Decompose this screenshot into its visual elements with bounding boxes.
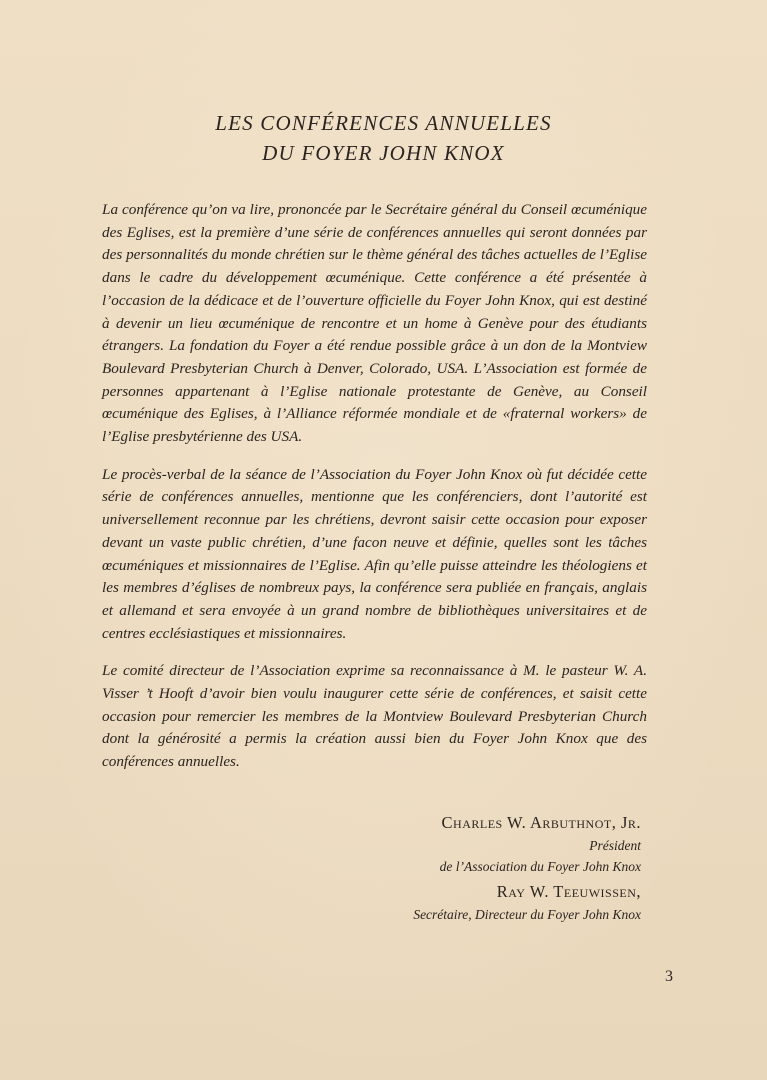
paragraph-3: Le comité directeur de l’Association exprime sa reconnaissance à M. le pasteur W. A. Visser ’t Hooft d’avoir bien voulu inaugurer cette série de conférences, et saisit cette occasion pour remercier les membres de la Montview Boulevard Presbyterian Church dont la générosité a permis la création aussi bien du Foyer John Knox que des conférences annuelles. xyxy=(102,662,647,771)
signature-name: Ray W. Teeuwissen, xyxy=(496,882,641,901)
signature-name: Charles W. Arbuthnot, Jr. xyxy=(441,813,641,832)
signature-role-org: de l’Association du Foyer John Knox xyxy=(439,859,641,874)
paragraph-1: La conférence qu’on va lire, prononcée par le Secrétaire général du Conseil œcuménique des Eglises, est la première d’une série de conférences annuelles qui seront données par des personnalités du monde chrétien sur le thème général des tâches actuelles de l’Eglise dans le cadre du développement œcuménique. Cette conférence a été présentée à l’occasion de la dédicace et de l’ouverture officielle du Foyer John Knox, qui est destiné à devenir un lieu œcuménique de rencontre et un home à Genève pour des étudiants étrangers. La fondation du Foyer a été rendue possible grâce à un don de la Montview Boulevard Presbyterian Church à Denver, Colorado, USA. L’Association est formée de personnes appartenant à l’Eglise nationale protestante de Genève, au Conseil œcuménique des Eglises, à l’Alliance réformée mondiale et de «fraternal workers» de l’Eglise presbytérienne des USA. xyxy=(102,201,647,446)
title-line-1: LES CONFÉRENCES ANNUELLES xyxy=(215,111,552,135)
signature-president xyxy=(440,811,641,877)
paragraph-2: Le procès-verbal de la séance de l’Association du Foyer John Knox où fut décidée cette série de conférences annuelles, mentionne que les conférenciers, dont l’autorité est universellement reconnue par les chrétiens, devront saisir cette occasion pour exposer devant un vaste public chrétien, d’une facon neuve et définie, quelles sont les tâches œcuméniques et missionnaires de l’Eglise. Afin qu’elle puisse atteindre les théologiens et les membres d’églises de nombreux pays, la conférence sera publiée en français, anglais et allemand et sera envoyée à un grand nombre de bibliothèques universitaires et de centres ecclésiastiques et missionnaires. xyxy=(102,465,647,642)
signature-secretary xyxy=(413,880,641,925)
page-title xyxy=(100,108,667,168)
page-number: 3 xyxy=(665,968,673,985)
body-text xyxy=(102,199,647,789)
title-line-2: DU FOYER JOHN KNOX xyxy=(262,141,505,165)
signature-role: Président xyxy=(589,838,641,853)
signature-role: Secrétaire, Directeur du Foyer John Knox xyxy=(413,907,641,922)
